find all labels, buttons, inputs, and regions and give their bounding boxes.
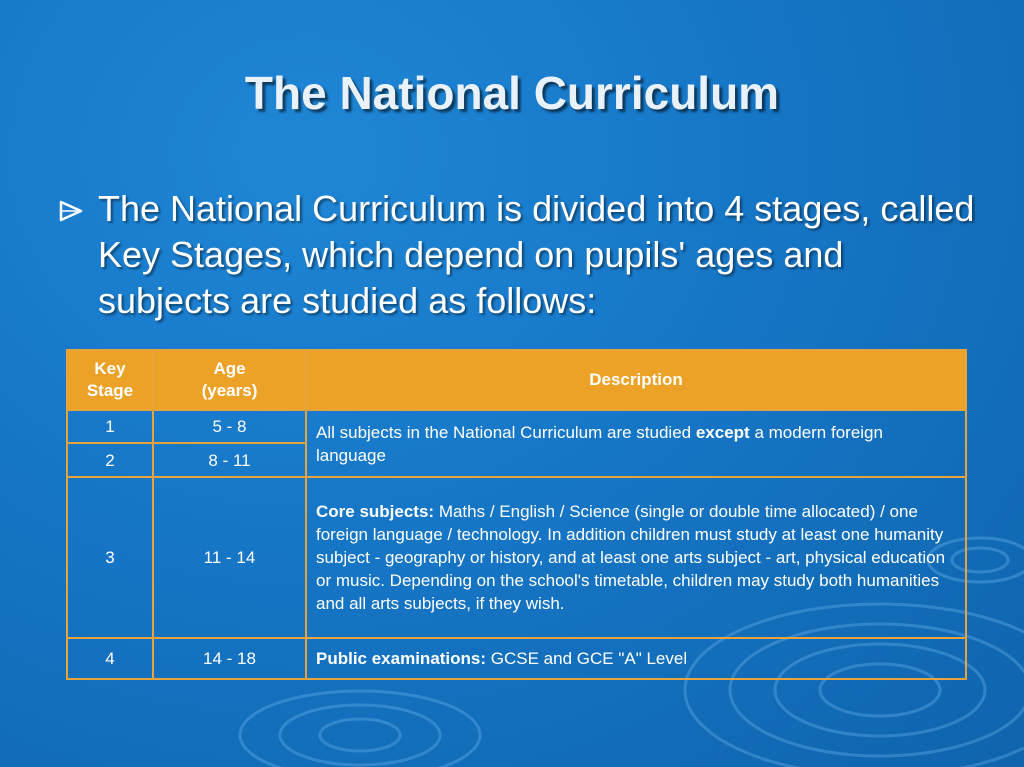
cell-age: 8 - 11 (153, 443, 306, 477)
cell-age: 11 - 14 (153, 477, 306, 638)
table-header-row (67, 350, 966, 410)
table-row (67, 477, 966, 638)
header-key-stage: Key Stage (67, 350, 153, 410)
bullet-point (58, 186, 978, 324)
cell-stage: 2 (67, 443, 153, 477)
cell-stage: 3 (67, 477, 153, 638)
header-age: Age (years) (153, 350, 306, 410)
key-stages-table (66, 349, 967, 680)
cell-description: All subjects in the National Curriculum are studied except a modern foreign language (306, 410, 966, 477)
cell-age: 5 - 8 (153, 410, 306, 443)
cell-description: Core subjects: Maths / English / Science (single or double time allocated) / one foreign language / technology. In addition children must study at least one humanity subject - geography or history, and at least one arts subject - art, physical education or music. Depending on the school's timetable, children may study both humanities and all arts subjects, if they wish. (306, 477, 966, 638)
table-row (67, 410, 966, 443)
arrow-bullet-icon (58, 186, 98, 324)
slide-title: The National Curriculum (244, 67, 780, 119)
cell-stage: 4 (67, 638, 153, 679)
cell-age: 14 - 18 (153, 638, 306, 679)
header-description: Description (306, 350, 966, 410)
bullet-text: The National Curriculum is divided into 4 stages, called Key Stages, which depend on pupils' ages and subjects are studied as follows: (98, 188, 975, 321)
cell-stage: 1 (67, 410, 153, 443)
cell-description: Public examinations: GCSE and GCE "A" Level (306, 638, 966, 679)
table-row (67, 638, 966, 679)
